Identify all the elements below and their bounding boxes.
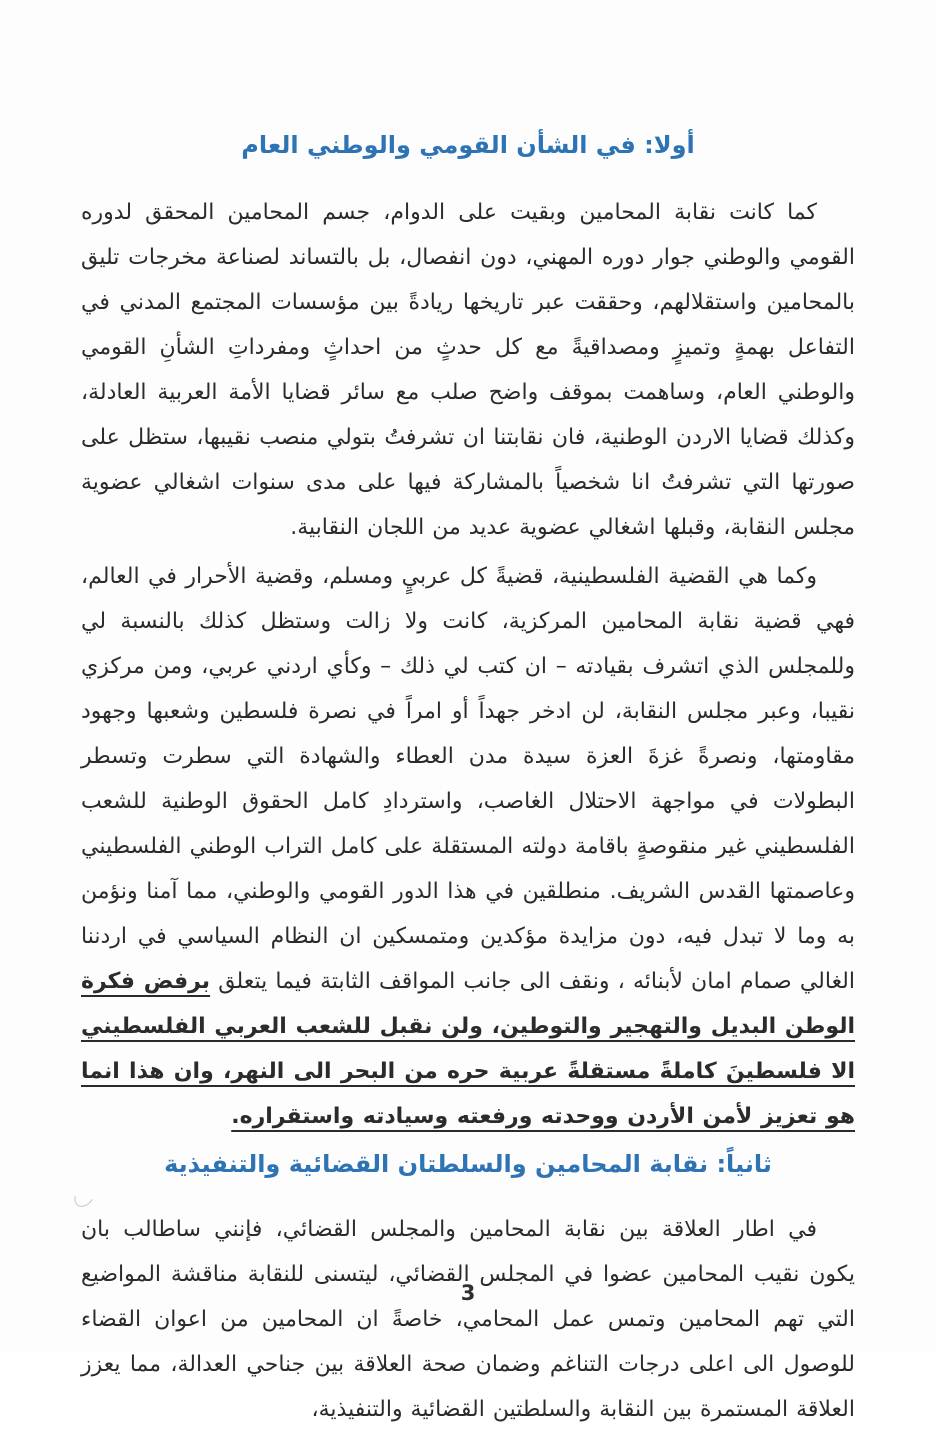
section-heading-judicial-executive-powers: ثانياً: نقابة المحامين والسلطتان القضائية والتنفيذية bbox=[164, 1150, 772, 1178]
paragraph-palestinian-cause-emphasized-text: برفض فكرة الوطن البديل والتهجير والتوطين، ولن نقبل للشعب العربي الفلسطيني الا فلسطينَ كاملةً مستقلةً عربية حره من البحر الى النهر، وان هذا انما هو تعزيز لأمن الأردن ووحدته ورفعته وسيادته واستقراره. bbox=[81, 969, 855, 1129]
paragraph-bar-association-role: كما كانت نقابة المحامين وبقيت على الدوام، جسم المحامين المحقق لدوره القومي والوطني جوار دوره المهني، دون انفصال، بل بالتساند لصناعة مخرجات تليق بالمحامين واستقلالهم، وحققت عبر تاريخها ريادةً بين مؤسسات المجتمع المدني في التفاعل بهمةٍ وتميزٍ ومصداقيةً مع كل حدثٍ من احداثٍ ومفرداتِ الشأنِ القومي والوطني العام، وساهمت بموقف واضح صلب مع سائر قضايا الأمة العربية العادلة، وكذلك قضايا الاردن الوطنية، فان نقابتنا ان تشرفتُ بتولي منصب نقيبها، ستظل على صورتها التي تشرفتُ انا شخصياً بالمشاركة فيها على مدى سنوات اشغالي عضوية مجلس النقابة، وقبلها اشغالي عضوية عديد من اللجان النقابية. bbox=[81, 200, 855, 540]
page-number: 3 bbox=[460, 1281, 476, 1305]
paragraph-judicial-council-relation: في اطار العلاقة بين نقابة المحامين والمجلس القضائي، فإنني ساطالب بان يكون نقيب المحامين عضوا في المجلس القضائي، ليتسنى للنقابة مناقشة المواضيع التي تهم المحامين وتمس عمل المحامي، خاصةً ان المحامين من اعوان القضاء للوصول الى اعلى درجات التناغم وضمان صحة العلاقة بين جناحي العدالة، مما يعزز العلاقة المستمرة بين النقابة والسلطتين القضائية والتنفيذية، bbox=[81, 1217, 855, 1422]
paragraph-palestinian-cause bbox=[81, 554, 855, 1139]
paragraph-palestinian-cause-normal-text: وكما هي القضية الفلسطينية، قضيةً كل عربيٍ ومسلم، وقضية الأحرار في العالم، فهي قضية نقابة المحامين المركزية، كانت ولا زالت وستظل كذلك بالنسبة لي وللمجلس الذي اتشرف بقيادته – ان كتب لي ذلك – وكأي اردني عربي، ومن مركزي نقيبا، وعبر مجلس النقابة، لن ادخر جهداً أو امراً في نصرة فلسطين وشعبها وجهود مقاومتها، ونصرةً غزةَ العزة سيدة مدن العطاء والشهادة التي سطرت وتسطر البطولات في مواجهة الاحتلال الغاصب، واستردادِ كامل الحقوق الوطنية للشعب الفلسطيني غير منقوصةٍ باقامة دولته المستقلة على كامل التراب الوطني الفلسطيني وعاصمتها القدس الشريف. منطلقين في هذا الدور القومي والوطني، مما آمنا ونؤمن به وما لا تبدل فيه، دون مزايدة مؤكدين ومتمسكين ان النظام السياسي في اردننا الغالي صمام امان لأبنائه ، ونقف الى جانب المواقف الثابتة فيما يتعلق bbox=[81, 564, 855, 994]
section-heading-national-affairs: أولا: في الشأن القومي والوطني العام bbox=[241, 131, 695, 159]
